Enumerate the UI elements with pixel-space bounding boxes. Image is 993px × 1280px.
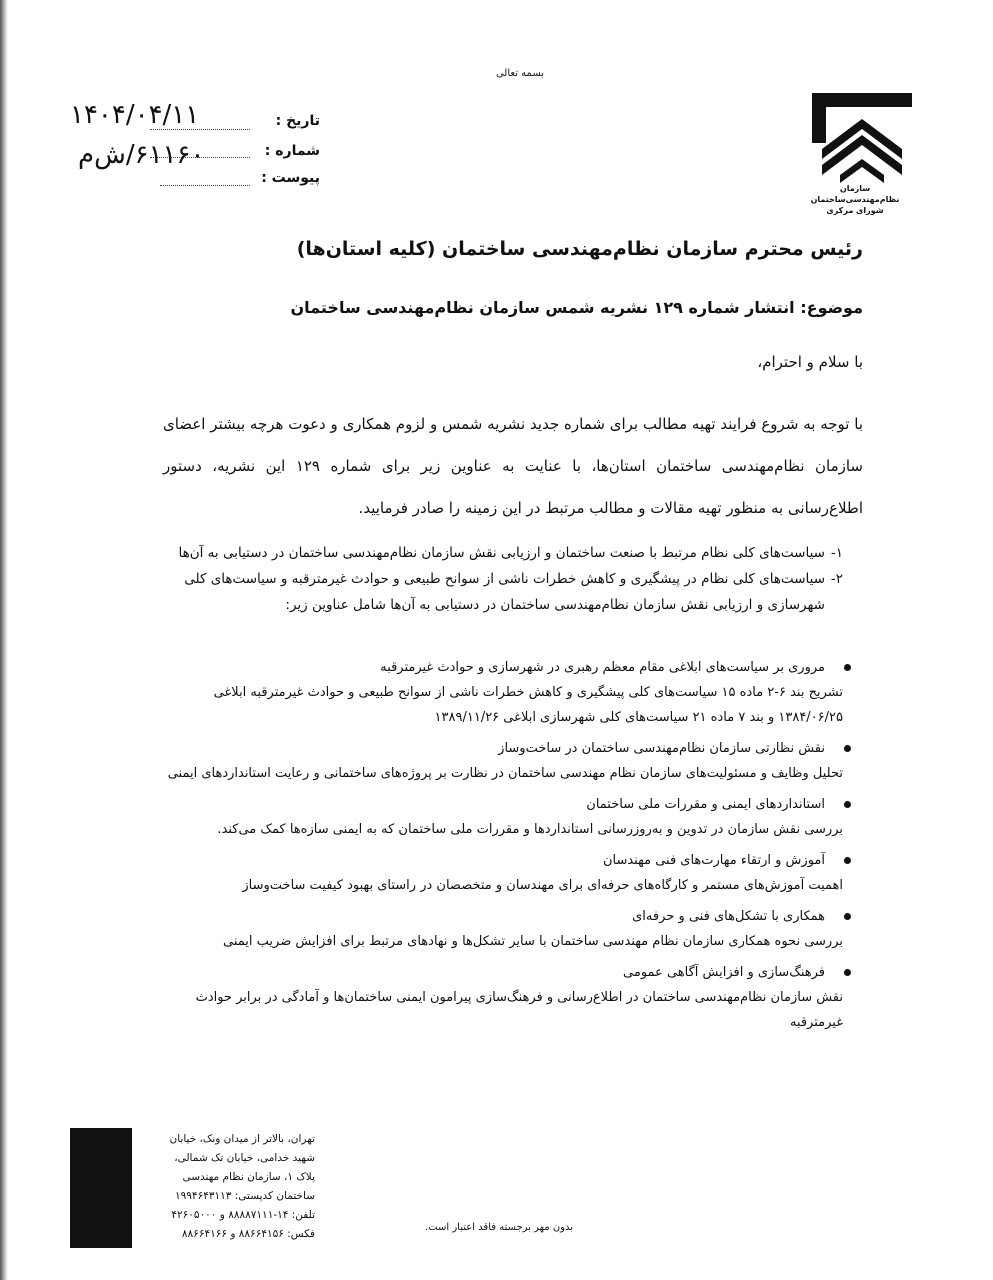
scan-edge [0,0,8,1280]
bullet-item [163,904,843,954]
address-line: ساختمان کدپستی: ۱۹۹۴۶۴۳۱۱۳ [175,1190,315,1202]
footer-address [145,1130,315,1244]
recipient-line: رئیس محترم سازمان نظام‌مهندسی ساختمان (کلیه استان‌ها) [296,238,863,260]
bullet-item [163,792,843,842]
stamp-note: بدون مهر برجسته فاقد اعتبار است. [425,1222,574,1233]
item-text: سیاست‌های کلی نظام مرتبط با صنعت ساختمان و ارزیابی نقش سازمان نظام‌مهندسی ساختمان در دستیابی به آن‌ها [178,545,825,561]
attachment-label: پیوست : [261,170,320,186]
bullet-desc: تشریح بند ۶-۲ ماده ۱۵ سیاست‌های کلی پیشگیری و کاهش خطرات ناشی از سوانح طبیعی و حوادث غیرمترقبه ابلاغی ۱۳۸۴/۰۶/۲۵ و بند ۷ ماده ۲۱ سیاست‌های کلی شهرسازی ابلاغی ۱۳۸۹/۱۱/۲۶ [213,685,843,725]
list-item [163,540,843,566]
bullet-desc: بررسی نقش سازمان در تدوین و به‌روزرسانی استانداردها و مقررات ملی ساختمان که به ایمنی سازه‌ها کمک می‌کند. [217,822,843,837]
address-line: پلاک ۱، سازمان نظام مهندسی [182,1171,315,1183]
bullet-list [163,655,843,1041]
intro-text: با توجه به شروع فرایند تهیه مطالب برای شماره جدید نشریه شمس و لزوم همکاری و دعوت هرچه بیشتر اعضای سازمان نظام‌مهندسی ساختمان استان‌ها، با عنایت به عناوین زیر برای شماره ۱۲۹ این نشریه، دستور اطلاع‌رسانی به منظور تهیه مقالات و مطالب مرتبط در این زمینه را صادر فرمایید. [163,415,863,517]
basmala: بسمه تعالی [495,68,545,79]
bullet-desc: اهمیت آموزش‌های مستمر و کارگاه‌های حرفه‌ای برای مهندسان و متخصصان در راستای بهبود کیفیت ساخت‌وساز [242,878,843,893]
org-caption [800,183,910,216]
intro-paragraph [163,403,863,529]
list-item [163,566,843,618]
address-line: تهران، بالاتر از میدان ونک، خیابان [169,1133,315,1145]
bullet-item [163,736,843,786]
org-unit: شورای مرکزی [826,206,884,215]
bullet-desc: تحلیل وظایف و مسئولیت‌های سازمان نظام مهندسی ساختمان در نظارت بر پروژه‌های ساختمانی و رعایت استانداردهای ایمنی [167,766,843,781]
bullet-title: مروری بر سیاست‌های ابلاغی مقام معظم رهبری در شهرسازی و حوادث غیرمترقبه [380,660,825,675]
bullet-item [163,848,843,898]
item-number: ۱- [830,545,843,561]
bullet-item [163,960,843,1035]
bullet-icon [844,913,851,920]
bullet-title: نقش نظارتی سازمان نظام‌مهندسی ساختمان در ساخت‌وساز [498,741,825,756]
greeting: با سلام و احترام، [757,353,863,371]
address-line: فکس: ۸۸۶۶۴۱۵۶ و ۸۸۶۶۴۱۶۶ [181,1228,315,1240]
address-line: تلفن: ۱۴-۸۸۸۸۷۱۱۱ و ۴۲۶۰۵۰۰۰ [171,1209,315,1221]
bullet-title: آموزش و ارتقاء مهارت‌های فنی مهندسان [602,853,825,868]
numbered-list [163,540,843,618]
number-value: ۶۱۱۶۰/ش‌م [78,140,205,170]
subject-line: موضوع: انتشار شماره ۱۲۹ نشریه شمس سازمان نظام‌مهندسی ساختمان [290,298,863,317]
bullet-icon [844,745,851,752]
date-label: تاریخ : [275,113,320,129]
attachment-dotted-line [160,185,250,186]
number-label: شماره : [264,143,320,159]
bullet-title: همکاری با تشکل‌های فنی و حرفه‌ای [632,909,825,924]
footer-black-block [70,1128,132,1248]
bullet-desc: نقش سازمان نظام‌مهندسی ساختمان در اطلاع‌رسانی و فرهنگ‌سازی پیرامون ایمنی ساختمان‌ها و آمادگی در برابر حوادث غیرمترقبه [195,990,843,1030]
bullet-icon [844,857,851,864]
item-text: سیاست‌های کلی نظام در پیشگیری و کاهش خطرات ناشی از سوانح طبیعی و حوادث غیرمترقبه و سیاست‌های کلی شهرسازی و ارزیابی نقش سازمان نظام‌مهندسی ساختمان در دستیابی به آن‌ها شامل عناوین زیر: [184,571,825,613]
bullet-item [163,655,843,730]
date-value: ۱۴۰۴/۰۴/۱۱ [70,100,200,130]
org-name: سازمان نظام‌مهندسی‌ساختمان [810,184,900,204]
bullet-icon [844,801,851,808]
address-line: شهید خدامی، خیابان تک شمالی، [174,1152,315,1164]
bullet-icon [844,664,851,671]
bullet-title: فرهنگ‌سازی و افزایش آگاهی عمومی [623,965,825,980]
item-number: ۲- [830,571,843,587]
bullet-icon [844,969,851,976]
bullet-title: استانداردهای ایمنی و مقررات ملی ساختمان [586,797,825,812]
bullet-desc: بررسی نحوه همکاری سازمان نظام مهندسی ساختمان با سایر تشکل‌ها و نهادهای مرتبط برای افزایش ضریب ایمنی [223,934,843,949]
